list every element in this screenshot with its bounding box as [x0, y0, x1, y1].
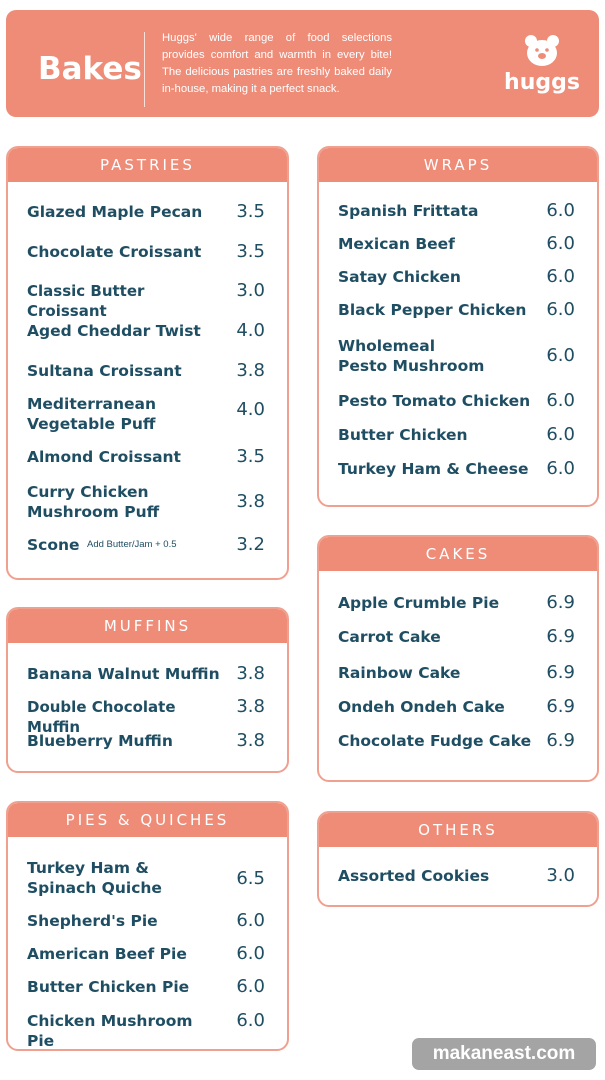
- item-name: Scone: [27, 536, 80, 554]
- item-name: Blueberry Muffin: [27, 732, 173, 750]
- item-name: Turkey Ham & Cheese: [338, 460, 529, 478]
- section-title: CAKES: [319, 537, 597, 571]
- bear-icon: [521, 32, 563, 68]
- item-name: Apple Crumble Pie: [338, 594, 500, 612]
- item-name: Curry Chicken Mushroom Puff: [27, 483, 160, 521]
- item-price: 3.5: [236, 201, 265, 222]
- huggs-logo: [499, 32, 585, 110]
- item-name: Butter Chicken: [338, 426, 468, 444]
- item-name: Black Pepper Chicken: [338, 301, 527, 319]
- item-name: Ondeh Ondeh Cake: [338, 698, 505, 716]
- item-note: Add Butter/Jam + 0.5: [87, 539, 177, 550]
- item-name: Almond Croissant: [27, 448, 181, 466]
- item-name: Classic Butter Croissant: [27, 282, 145, 320]
- item-price: 6.0: [546, 458, 575, 479]
- section-title: WRAPS: [319, 148, 597, 182]
- item-name: Chicken Mushroom Pie: [27, 1012, 193, 1050]
- header-description: Huggs' wide range of food selections provides comfort and warmth in every bite! The delicious pastries are freshly baked daily in-house, making it a perfect snack.: [162, 32, 392, 95]
- item-price: 6.0: [236, 910, 265, 931]
- item-name: Pesto Tomato Chicken: [338, 392, 531, 410]
- item-name: Assorted Cookies: [338, 867, 490, 885]
- item-price: 3.8: [236, 663, 265, 684]
- item-price: 3.5: [236, 446, 265, 467]
- section-title: MUFFINS: [8, 609, 287, 643]
- item-name: Turkey Ham & Spinach Quiche: [27, 859, 162, 897]
- item-name: Double Chocolate Muffin: [27, 698, 176, 736]
- item-name: Satay Chicken: [338, 268, 461, 286]
- item-name: Sultana Croissant: [27, 362, 182, 380]
- item-price: 6.0: [546, 233, 575, 254]
- page-title: Bakes: [38, 51, 142, 87]
- item-name: Wholemeal Pesto Mushroom: [338, 337, 485, 375]
- item-price: 6.9: [546, 730, 575, 751]
- item-price: 3.0: [546, 865, 575, 886]
- item-price: 3.2: [236, 534, 265, 555]
- item-price: 3.8: [236, 491, 265, 512]
- others-section: [317, 811, 599, 907]
- section-title: PIES & QUICHES: [8, 803, 287, 837]
- item-price: 6.9: [546, 696, 575, 717]
- item-price: 6.0: [546, 266, 575, 287]
- item-name: Chocolate Fudge Cake: [338, 732, 532, 750]
- item-price: 6.0: [236, 976, 265, 997]
- item-price: 3.0: [236, 280, 265, 301]
- watermark: makaneast.com: [412, 1038, 596, 1070]
- item-price: 6.9: [546, 592, 575, 613]
- item-name: Aged Cheddar Twist: [27, 322, 201, 340]
- menu-header: [6, 10, 599, 117]
- item-name: Butter Chicken Pie: [27, 978, 190, 996]
- item-price: 6.0: [236, 943, 265, 964]
- item-name: Chocolate Croissant: [27, 243, 202, 261]
- item-price: 3.8: [236, 360, 265, 381]
- item-name: Rainbow Cake: [338, 664, 461, 682]
- item-price: 6.9: [546, 662, 575, 683]
- item-price: 3.8: [236, 730, 265, 751]
- item-name: Carrot Cake: [338, 628, 441, 646]
- pies-quiches-section: [6, 801, 289, 1051]
- section-title: OTHERS: [319, 813, 597, 847]
- item-price: 6.0: [546, 299, 575, 320]
- item-name: Mediterranean Vegetable Puff: [27, 395, 157, 433]
- header-divider: [144, 32, 145, 107]
- wraps-section: [317, 146, 599, 507]
- pastries-section: [6, 146, 289, 580]
- item-price: 3.8: [236, 696, 265, 717]
- item-price: 3.5: [236, 241, 265, 262]
- item-name: Spanish Frittata: [338, 202, 479, 220]
- item-name: Shepherd's Pie: [27, 912, 158, 930]
- item-price: 6.5: [236, 868, 265, 889]
- item-price: 6.0: [546, 200, 575, 221]
- item-price: 6.0: [236, 1010, 265, 1031]
- item-price: 6.9: [546, 626, 575, 647]
- section-title: PASTRIES: [8, 148, 287, 182]
- item-price: 6.0: [546, 424, 575, 445]
- item-price: 6.0: [546, 345, 575, 366]
- item-price: 6.0: [546, 390, 575, 411]
- logo-text: huggs: [504, 70, 580, 95]
- item-name: American Beef Pie: [27, 945, 187, 963]
- item-name: Glazed Maple Pecan: [27, 203, 203, 221]
- item-price: 4.0: [236, 399, 265, 420]
- cakes-section: [317, 535, 599, 782]
- item-name: Mexican Beef: [338, 235, 455, 253]
- item-price: 4.0: [236, 320, 265, 341]
- muffins-section: [6, 607, 289, 773]
- item-name: Banana Walnut Muffin: [27, 665, 220, 683]
